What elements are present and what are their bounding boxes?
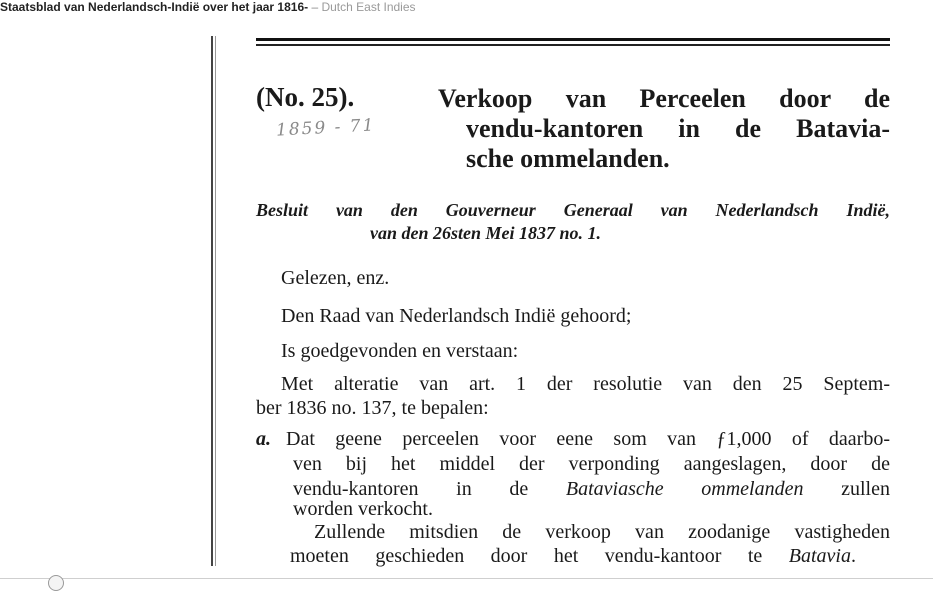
- document-title: Staatsblad van Nederlandsch-Indië over het jaar 1816-: [0, 0, 309, 14]
- item-a-line-1: Dat geene perceelen voor eene som van ƒ1,000 of daarbo-: [286, 428, 890, 450]
- item-a-line-3-italic: Bataviasche ommelanden: [565, 478, 804, 500]
- paragraph-goedgevonden: Is goedgevonden en verstaan:: [281, 340, 519, 362]
- site-name: Dutch East Indies: [321, 0, 416, 14]
- decree-line-1: Besluit van den Gouverneur Generaal van Nederlandsch Indië,: [256, 200, 890, 220]
- window-title: [0, 0, 933, 16]
- item-a-marker: a.: [256, 428, 271, 450]
- heading-line-3: sche ommelanden.: [466, 144, 670, 173]
- viewer-bottom-border: [0, 578, 933, 579]
- page-edge-line-inner: [215, 36, 216, 566]
- heading-line-2: vendu-kantoren in de Batavia-: [466, 114, 890, 143]
- scroll-handle[interactable]: [48, 575, 64, 591]
- document-number: (No. 25).: [256, 82, 355, 112]
- paragraph-raad: Den Raad van Nederlandsch Indië gehoord;: [281, 305, 632, 327]
- zullende-line-1: Zullende mitsdien de verkoop van zoodanige vastigheden: [314, 521, 890, 543]
- paragraph-gelezen: Gelezen, enz.: [281, 267, 390, 289]
- zullende-line-2-end: .: [851, 545, 856, 567]
- item-a-line-4: worden verkocht.: [293, 498, 433, 520]
- pencil-annotation: 1859 - 71: [275, 115, 376, 141]
- item-a-line-2: ven bij het middel der verponding aangeslagen, door de: [293, 453, 890, 475]
- header-rule-top: [256, 38, 890, 41]
- page-edge-line: [211, 36, 213, 566]
- title-separator: –: [308, 0, 322, 14]
- item-a-line-3-end: zullen: [803, 478, 890, 500]
- paragraph-alteratie-line-1: Met alteratie van art. 1 der resolutie van den 25 Septem-: [281, 373, 890, 395]
- decree-line-2: van den 26sten Mei 1837 no. 1.: [370, 223, 602, 243]
- zullende-line-2: [290, 545, 856, 568]
- heading-line-1: Verkoop van Perceelen door de: [438, 84, 890, 113]
- header-rule-bottom: [256, 44, 890, 46]
- item-a-line-3-start: vendu-kantoren in de: [293, 478, 566, 500]
- zullende-line-2-italic: Batavia: [788, 545, 851, 567]
- paragraph-alteratie-line-2: ber 1836 no. 137, te bepalen:: [256, 397, 489, 419]
- zullende-line-2-start: moeten geschieden door het vendu-kantoor te: [290, 545, 789, 567]
